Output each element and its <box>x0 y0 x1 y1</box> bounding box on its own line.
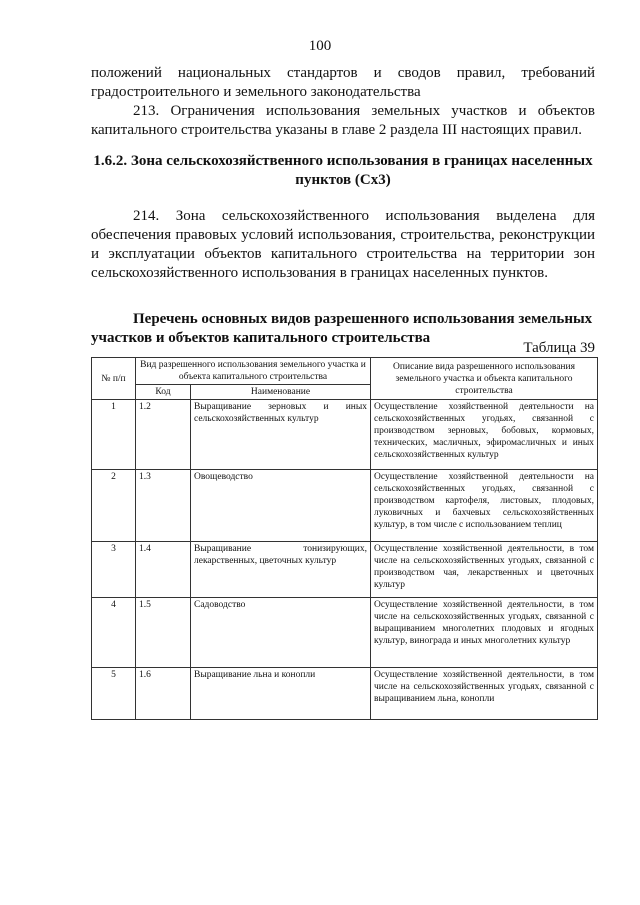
row-code: 1.6 <box>136 668 191 720</box>
row-num: 1 <box>92 400 136 470</box>
table-row <box>92 542 598 598</box>
header-name: Наименование <box>191 385 371 400</box>
paragraph-213: 213. Ограничения использования земельных участков и объектов капитального строительства указаны в главе 2 раздела III настоящих правил. <box>91 103 595 138</box>
page-number: 100 <box>308 38 332 54</box>
list-heading: Перечень основных видов разрешенного использования земельных участков и объектов капитального строительства <box>91 311 593 346</box>
row-description: Осуществление хозяйственной деятельности, в том числе на сельскохозяйственных угодьях, связанной с выращиванием льна, конопли <box>371 668 598 720</box>
table-row <box>92 668 598 720</box>
row-num: 3 <box>92 542 136 598</box>
row-code: 1.2 <box>136 400 191 470</box>
row-name: Выращивание тонизирующих, лекарственных, цветочных культур <box>191 542 371 598</box>
row-code: 1.5 <box>136 598 191 668</box>
row-name: Овощеводство <box>191 470 371 542</box>
header-group: Вид разрешенного использования земельного участка и объекта капитального строительства <box>136 358 371 385</box>
row-num: 4 <box>92 598 136 668</box>
header-description: Описание вида разрешенного использования земельного участка и объекта капитального строительства <box>371 358 598 400</box>
row-description: Осуществление хозяйственной деятельности на сельскохозяйственных угодьях, связанной с производством картофеля, листовых, плодовых, луковичных и бахчевых сельскохозяйственных культур, в том числе с использованием теплиц <box>371 470 598 542</box>
header-num: № п/п <box>92 358 136 400</box>
row-code: 1.3 <box>136 470 191 542</box>
row-code: 1.4 <box>136 542 191 598</box>
table-row <box>92 470 598 542</box>
table-caption: Таблица 39 <box>523 340 595 356</box>
row-name: Выращивание льна и конопли <box>191 668 371 720</box>
permitted-use-table <box>91 357 598 720</box>
row-name: Выращивание зерновых и иных сельскохозяйственных культур <box>191 400 371 470</box>
intro-paragraph: положений национальных стандартов и сводов правил, требований градостроительного и земельного законодательства <box>91 65 595 100</box>
row-num: 5 <box>92 668 136 720</box>
row-description: Осуществление хозяйственной деятельности на сельскохозяйственных угодьях, связанной с производством зерновых, бобовых, кормовых, технических, масличных, эфиромасличных и иных сельскохозяйственных культур <box>371 400 598 470</box>
table-row <box>92 400 598 470</box>
row-name: Садоводство <box>191 598 371 668</box>
row-description: Осуществление хозяйственной деятельности, в том числе на сельскохозяйственных угодьях, связанной с выращиванием многолетних плодовых и ягодных культур, винограда и иных многолетних культур <box>371 598 598 668</box>
row-description: Осуществление хозяйственной деятельности, в том числе на сельскохозяйственных угодьях, связанной с производством чая, лекарственных и цветочных культур <box>371 542 598 598</box>
header-code: Код <box>136 385 191 400</box>
row-num: 2 <box>92 470 136 542</box>
paragraph-214: 214. Зона сельскохозяйственного использования выделена для обеспечения правовых условий использования, строительства, реконструкции и эксплуатации объектов капитального строительства на территории зон сельскохозяйственного использования в границах населенных пунктов. <box>91 208 595 281</box>
table-row <box>92 598 598 668</box>
section-heading: 1.6.2. Зона сельскохозяйственного использования в границах населенных пунктов (Сх3) <box>93 153 593 188</box>
